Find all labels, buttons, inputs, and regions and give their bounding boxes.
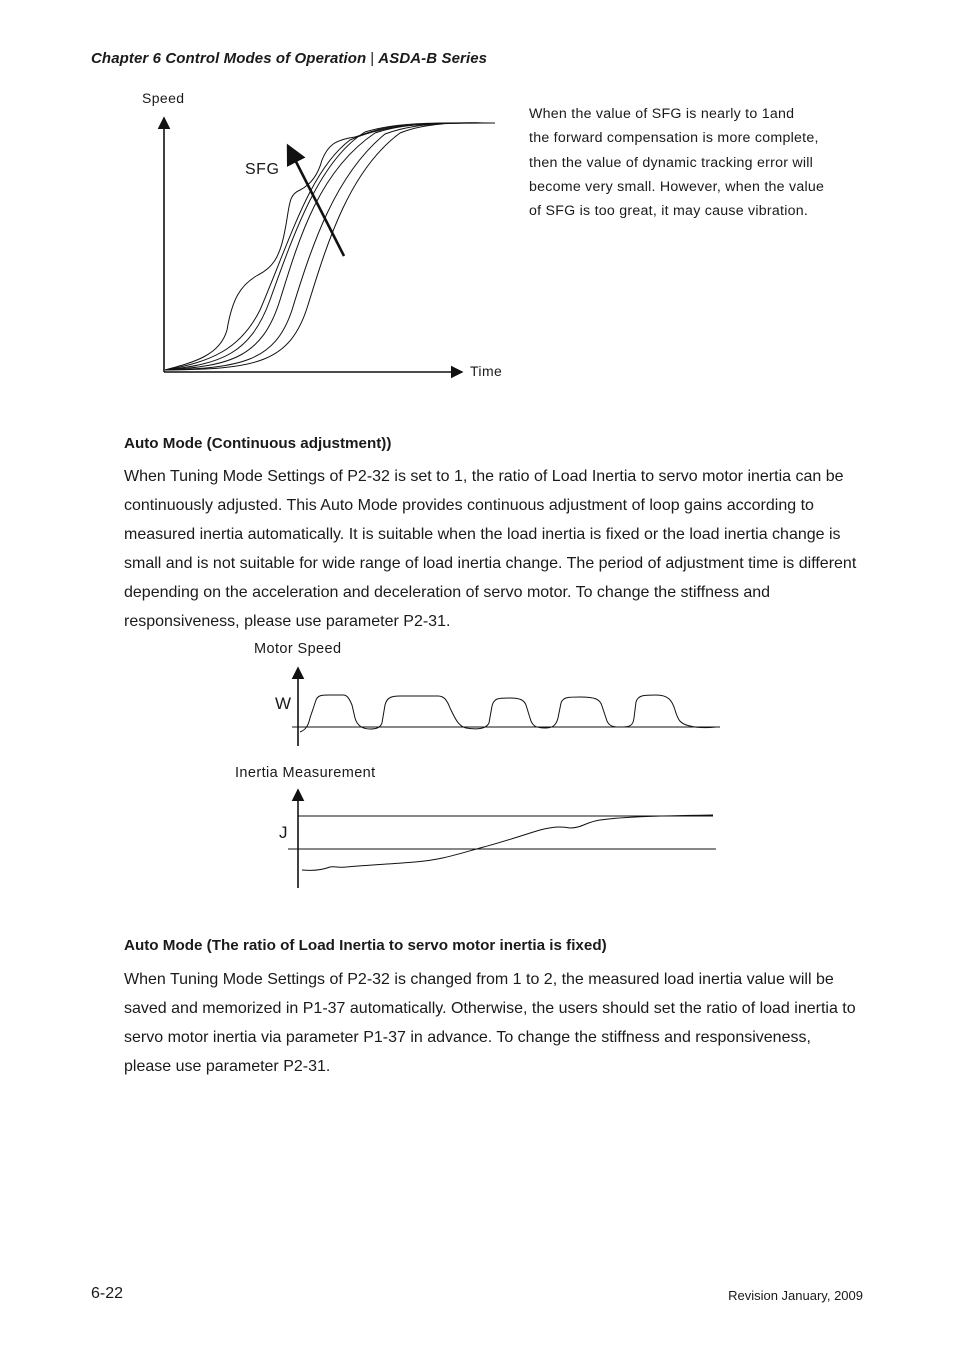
paragraph-line: responsiveness, please use parameter P2-31. <box>124 613 451 630</box>
time-axis-label: Time <box>470 363 503 379</box>
inertia-measurement-curve <box>302 815 713 870</box>
speed-time-chart <box>164 118 495 372</box>
revision-date: Revision January, 2009 <box>728 1288 863 1303</box>
paragraph-line: small and is not suitable for wide range of load inertia change. The period of adjustment time is different <box>124 555 857 572</box>
section2-paragraph <box>124 965 874 1081</box>
speed-axis-label: Speed <box>142 90 185 106</box>
paragraph-line: continuously adjusted. This Auto Mode provides continuous adjustment of loop gains according to <box>124 497 814 514</box>
caption-line: the forward compensation is more complete, <box>529 130 819 147</box>
paragraph-line: please use parameter P2-31. <box>124 1058 331 1075</box>
paragraph-line: When Tuning Mode Settings of P2-32 is changed from 1 to 2, the measured load inertia value will be <box>124 971 834 988</box>
inertia-chart <box>288 790 716 888</box>
paragraph-line: depending on the acceleration and deceleration of servo motor. To change the stiffness and <box>124 584 771 601</box>
chapter-title: Chapter 6 Control Modes of Operation <box>91 50 367 67</box>
caption-line: then the value of dynamic tracking error will <box>529 154 814 171</box>
motor-speed-waveform <box>300 695 716 732</box>
section1-paragraph <box>124 462 874 636</box>
caption-line: become very small. However, when the value <box>529 178 825 195</box>
motor-speed-label: Motor Speed <box>254 641 342 657</box>
section2-heading: Auto Mode (The ratio of Load Inertia to servo motor inertia is fixed) <box>124 937 607 954</box>
j-label: J <box>279 823 288 842</box>
w-label: W <box>275 694 292 713</box>
paragraph-line: saved and memorized in P1-37 automatically. Otherwise, the users should set the ratio of load inertia to <box>124 1000 856 1017</box>
sfg-label: SFG <box>245 161 280 178</box>
figure1-caption <box>529 102 859 223</box>
paragraph-line: When Tuning Mode Settings of P2-32 is set to 1, the ratio of Load Inertia to servo motor inertia can be <box>124 468 844 485</box>
inertia-measurement-label: Inertia Measurement <box>235 765 376 781</box>
header-separator: | <box>370 50 375 67</box>
caption-line: of SFG is too great, it may cause vibration. <box>529 203 809 220</box>
section1-heading: Auto Mode (Continuous adjustment)) <box>124 435 392 452</box>
series-name: ASDA-B Series <box>378 50 488 67</box>
page-number: 6-22 <box>91 1285 124 1302</box>
paragraph-line: servo motor inertia via parameter P1-37 in advance. To change the stiffness and responsiveness, <box>124 1029 811 1046</box>
caption-line: When the value of SFG is nearly to 1and <box>529 106 795 122</box>
response-curve-1 <box>165 123 495 370</box>
paragraph-line: measured inertia automatically. It is suitable when the load inertia is fixed or the load inertia change is <box>124 526 841 543</box>
motor-speed-chart <box>292 668 720 746</box>
